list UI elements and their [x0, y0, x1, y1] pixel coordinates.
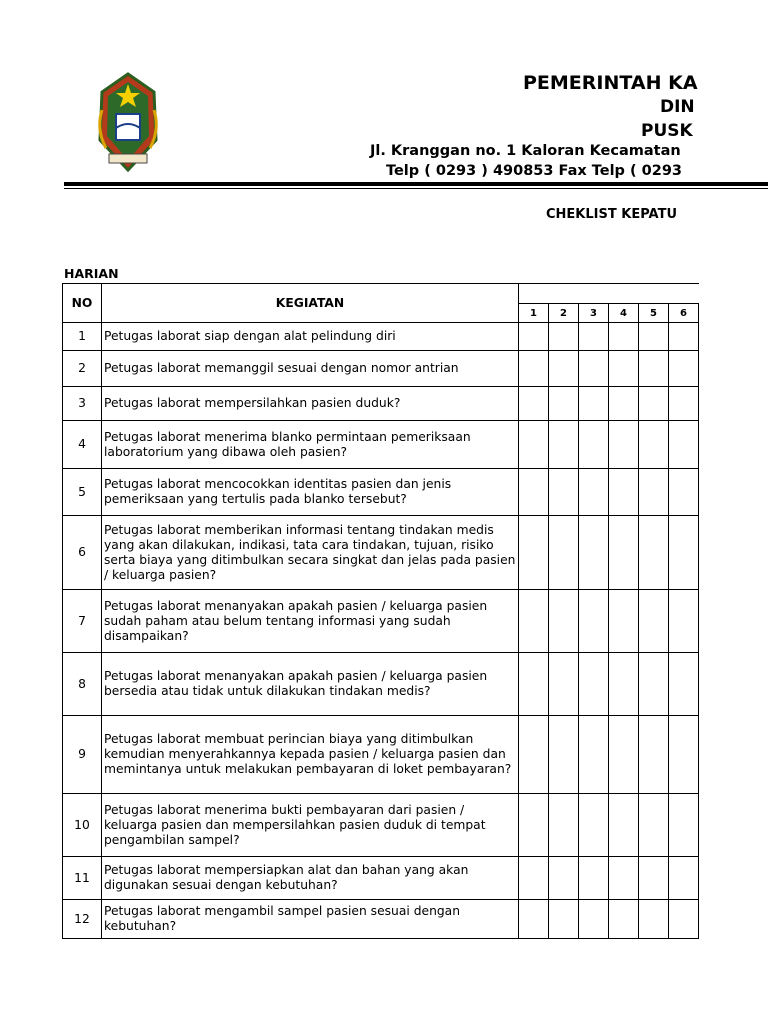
- check-cell[interactable]: [639, 590, 669, 653]
- row-number: 2: [63, 351, 102, 387]
- row-number: 11: [63, 857, 102, 900]
- check-cell[interactable]: [639, 716, 669, 794]
- check-cell[interactable]: [609, 469, 639, 516]
- check-cell[interactable]: [519, 469, 549, 516]
- check-cell[interactable]: [549, 516, 579, 590]
- activity-text: Petugas laborat siap dengan alat pelindung diri: [102, 323, 519, 351]
- table-row: [63, 653, 699, 716]
- check-cell[interactable]: [639, 516, 669, 590]
- check-cell[interactable]: [579, 590, 609, 653]
- check-cell[interactable]: [579, 653, 609, 716]
- check-cell[interactable]: [549, 794, 579, 857]
- check-cell[interactable]: [639, 653, 669, 716]
- row-number: 6: [63, 516, 102, 590]
- check-cell[interactable]: [519, 387, 549, 421]
- check-cell[interactable]: [669, 516, 699, 590]
- check-cell[interactable]: [549, 469, 579, 516]
- table-row: [63, 716, 699, 794]
- check-cell[interactable]: [519, 590, 549, 653]
- activity-text: Petugas laborat membuat perincian biaya yang ditimbulkan kemudian menyerahkannya kepada pasien / keluarga pasien dan memintanya untuk melakukan pembayaran di loket pembayaran?: [102, 716, 519, 794]
- check-cell[interactable]: [519, 716, 549, 794]
- day-header: 6: [669, 304, 699, 323]
- check-cell[interactable]: [609, 387, 639, 421]
- check-cell[interactable]: [609, 900, 639, 939]
- table-row: [63, 469, 699, 516]
- check-cell[interactable]: [579, 716, 609, 794]
- check-cell[interactable]: [609, 590, 639, 653]
- col-kegiatan-header: KEGIATAN: [102, 284, 519, 323]
- header-phone: Telp ( 0293 ) 490853 Fax Telp ( 0293: [386, 163, 683, 179]
- table-row: [63, 590, 699, 653]
- check-cell[interactable]: [609, 794, 639, 857]
- header-puskesmas: PUSK: [641, 121, 693, 141]
- check-cell[interactable]: [519, 900, 549, 939]
- check-cell[interactable]: [669, 857, 699, 900]
- check-cell[interactable]: [609, 351, 639, 387]
- check-cell[interactable]: [579, 323, 609, 351]
- check-cell[interactable]: [639, 387, 669, 421]
- check-cell[interactable]: [669, 794, 699, 857]
- table-row: [63, 516, 699, 590]
- day-header: 5: [639, 304, 669, 323]
- row-number: 12: [63, 900, 102, 939]
- row-number: 10: [63, 794, 102, 857]
- government-crest-logo: [94, 70, 162, 180]
- day-header: 4: [609, 304, 639, 323]
- row-number: 5: [63, 469, 102, 516]
- check-cell[interactable]: [519, 653, 549, 716]
- table-row: [63, 323, 699, 351]
- check-cell[interactable]: [609, 323, 639, 351]
- check-cell[interactable]: [669, 351, 699, 387]
- row-number: 7: [63, 590, 102, 653]
- check-cell[interactable]: [669, 716, 699, 794]
- check-cell[interactable]: [609, 421, 639, 469]
- check-cell[interactable]: [579, 421, 609, 469]
- check-cell[interactable]: [639, 794, 669, 857]
- check-cell[interactable]: [549, 323, 579, 351]
- row-number: 8: [63, 653, 102, 716]
- header-office: DIN: [660, 97, 695, 117]
- activity-text: Petugas laborat mengambil sampel pasien sesuai dengan kebutuhan?: [102, 900, 519, 939]
- days-group-header: [519, 284, 699, 304]
- check-cell[interactable]: [669, 469, 699, 516]
- checklist-table: [62, 283, 699, 939]
- check-cell[interactable]: [549, 387, 579, 421]
- activity-text: Petugas laborat mempersiapkan alat dan bahan yang akan digunakan sesuai dengan kebutuhan?: [102, 857, 519, 900]
- table-row: [63, 351, 699, 387]
- check-cell[interactable]: [549, 351, 579, 387]
- check-cell[interactable]: [519, 323, 549, 351]
- header-rule-thick: [64, 182, 768, 186]
- check-cell[interactable]: [609, 516, 639, 590]
- check-cell[interactable]: [549, 716, 579, 794]
- header-government: PEMERINTAH KA: [523, 72, 698, 94]
- check-cell[interactable]: [519, 351, 549, 387]
- check-cell[interactable]: [579, 900, 609, 939]
- check-cell[interactable]: [579, 516, 609, 590]
- check-cell[interactable]: [549, 590, 579, 653]
- col-no-header: NO: [63, 284, 102, 323]
- activity-text: Petugas laborat menerima blanko permintaan pemeriksaan laboratorium yang dibawa oleh pasien?: [102, 421, 519, 469]
- table-row: [63, 421, 699, 469]
- row-number: 9: [63, 716, 102, 794]
- check-cell[interactable]: [669, 323, 699, 351]
- header-rule-thin: [64, 188, 768, 189]
- table-row: [63, 900, 699, 939]
- activity-text: Petugas laborat menanyakan apakah pasien / keluarga pasien bersedia atau tidak untuk dilakukan tindakan medis?: [102, 653, 519, 716]
- check-cell[interactable]: [639, 469, 669, 516]
- activity-text: Petugas laborat mempersilahkan pasien duduk?: [102, 387, 519, 421]
- check-cell[interactable]: [669, 421, 699, 469]
- check-cell[interactable]: [549, 900, 579, 939]
- activity-text: Petugas laborat menerima bukti pembayaran dari pasien / keluarga pasien dan mempersilahkan pasien duduk di tempat pengambilan sampel?: [102, 794, 519, 857]
- check-cell[interactable]: [579, 857, 609, 900]
- row-number: 4: [63, 421, 102, 469]
- activity-text: Petugas laborat menanyakan apakah pasien / keluarga pasien sudah paham atau belum tentang informasi yang sudah disampaikan?: [102, 590, 519, 653]
- check-cell[interactable]: [639, 323, 669, 351]
- check-cell[interactable]: [519, 516, 549, 590]
- section-label: HARIAN: [64, 266, 119, 281]
- activity-text: Petugas laborat mencocokkan identitas pasien dan jenis pemeriksaan yang tertulis pada blanko tersebut?: [102, 469, 519, 516]
- check-cell[interactable]: [609, 716, 639, 794]
- check-cell[interactable]: [519, 421, 549, 469]
- day-header: 1: [519, 304, 549, 323]
- check-cell[interactable]: [609, 653, 639, 716]
- check-cell[interactable]: [639, 900, 669, 939]
- table-row: [63, 794, 699, 857]
- check-cell[interactable]: [639, 421, 669, 469]
- check-cell[interactable]: [579, 794, 609, 857]
- activity-text: Petugas laborat memberikan informasi tentang tindakan medis yang akan dilakukan, indikasi, tata cara tindakan, tujuan, risiko serta biaya yang ditimbulkan secara singkat dan jelas pada pasien / keluarga pasien?: [102, 516, 519, 590]
- document-title: CHEKLIST KEPATU: [546, 207, 678, 222]
- header-address: Jl. Kranggan no. 1 Kaloran Kecamatan: [370, 143, 681, 159]
- table-row: [63, 387, 699, 421]
- check-cell[interactable]: [579, 351, 609, 387]
- row-number: 1: [63, 323, 102, 351]
- check-cell[interactable]: [579, 469, 609, 516]
- check-cell[interactable]: [669, 653, 699, 716]
- check-cell[interactable]: [609, 857, 639, 900]
- day-header: 3: [579, 304, 609, 323]
- check-cell[interactable]: [639, 351, 669, 387]
- activity-text: Petugas laborat memanggil sesuai dengan nomor antrian: [102, 351, 519, 387]
- check-cell[interactable]: [639, 857, 669, 900]
- check-cell[interactable]: [519, 857, 549, 900]
- check-cell[interactable]: [669, 590, 699, 653]
- row-number: 3: [63, 387, 102, 421]
- table-row: [63, 857, 699, 900]
- check-cell[interactable]: [579, 387, 609, 421]
- check-cell[interactable]: [669, 900, 699, 939]
- check-cell[interactable]: [549, 421, 579, 469]
- check-cell[interactable]: [549, 653, 579, 716]
- check-cell[interactable]: [669, 387, 699, 421]
- check-cell[interactable]: [519, 794, 549, 857]
- day-header: 2: [549, 304, 579, 323]
- check-cell[interactable]: [549, 857, 579, 900]
